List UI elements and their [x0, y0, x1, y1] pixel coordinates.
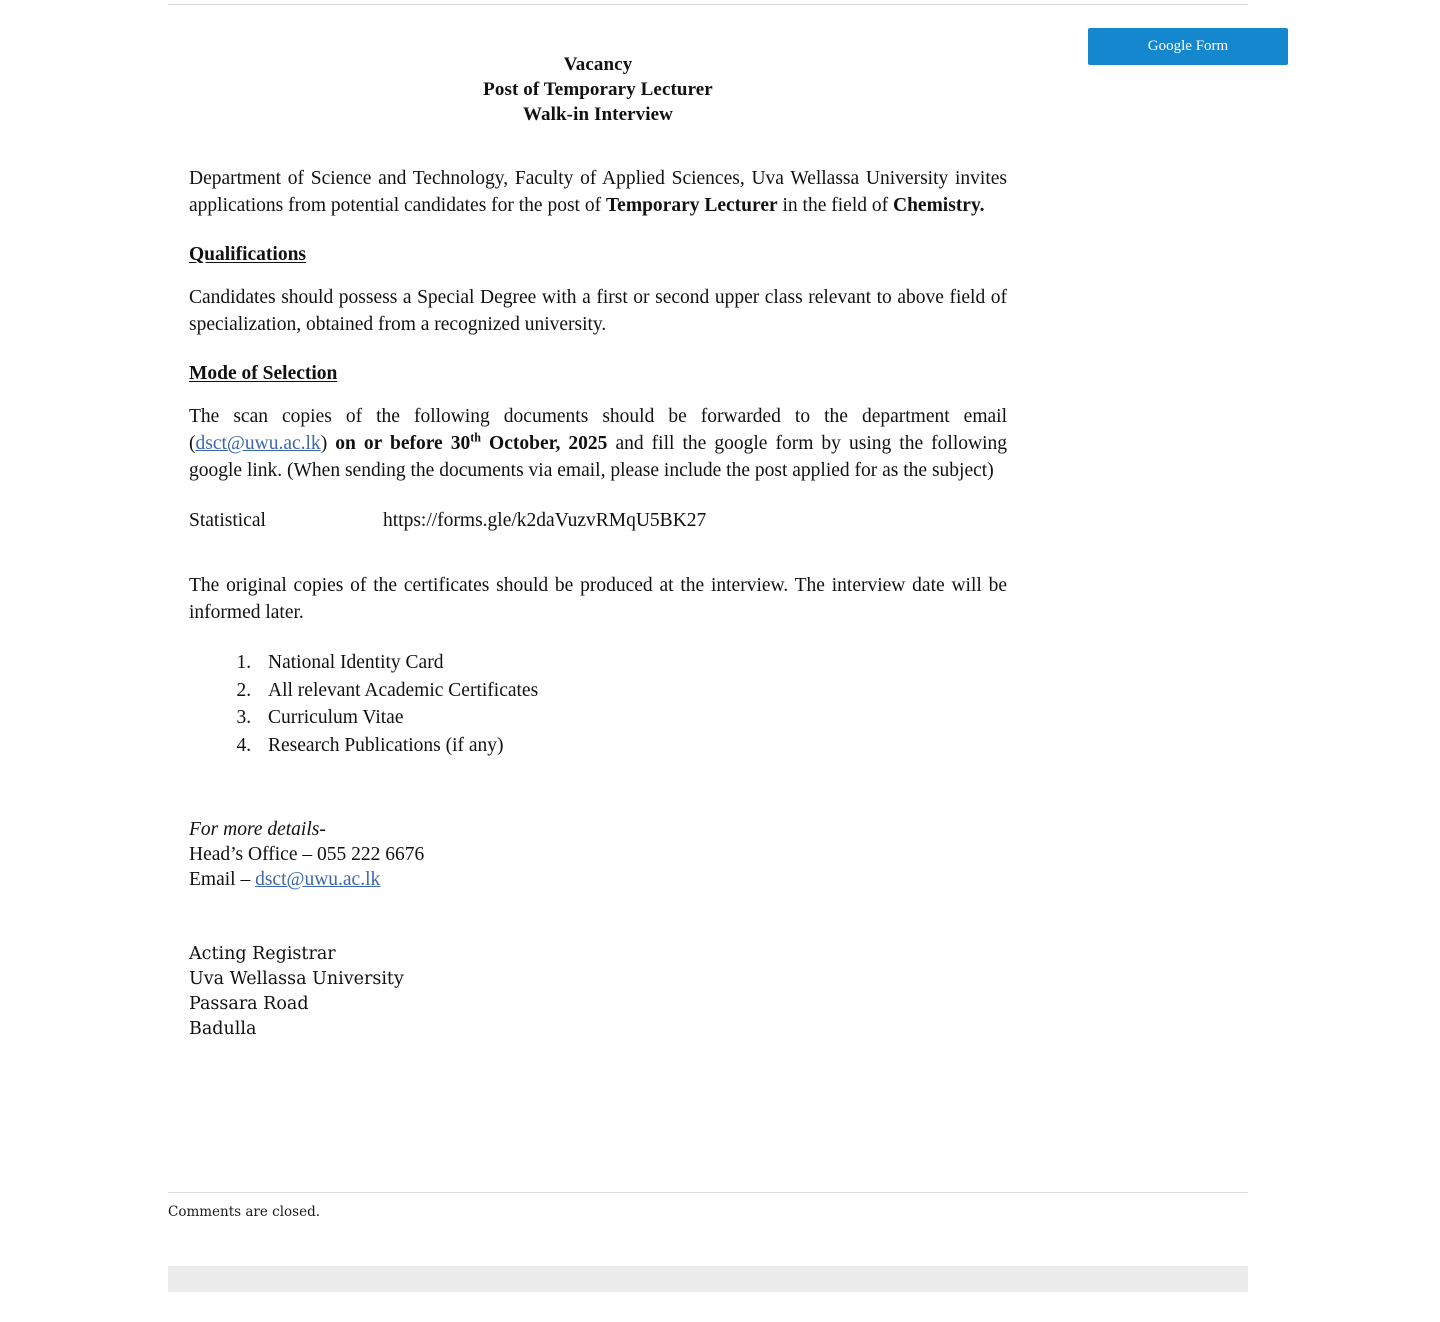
- title-line-3: Walk-in Interview: [522, 104, 673, 125]
- contact-email-line: [189, 867, 1007, 892]
- qualifications-paragraph: Candidates should possess a Special Degree with a first or second upper class relevant to above field of specialization, obtained from a recognized university.: [189, 287, 1007, 335]
- deadline-bold: [335, 430, 608, 454]
- mode-text-1: The scan copies of the following documents should be forwarded to the department email (: [189, 406, 1007, 454]
- spacer: [189, 387, 1007, 403]
- bottom-band: [168, 1266, 1248, 1292]
- ordinal-suffix: th: [470, 430, 481, 445]
- statistical-label: Statistical: [189, 510, 266, 531]
- contact-email-link[interactable]: dsct@uwu.ac.lk: [255, 869, 381, 890]
- spacer: [189, 338, 1007, 361]
- address-line: Uva Wellassa University: [189, 969, 404, 989]
- spacer: [189, 127, 1007, 165]
- signature-address-block: [189, 942, 1007, 1042]
- spacer: [189, 534, 1007, 572]
- spacer: [189, 219, 1007, 242]
- intro-paragraph: [189, 165, 1007, 219]
- contact-block: [189, 817, 1007, 892]
- intro-bold-post: Temporary Lecturer: [605, 195, 778, 216]
- spacer: [189, 759, 1007, 817]
- spacer: [189, 626, 1007, 649]
- spacer: [189, 268, 1007, 284]
- page-title: [189, 52, 1007, 127]
- top-divider: [168, 4, 1248, 5]
- comments-closed-text: Comments are closed.: [168, 1204, 321, 1220]
- address-line: Acting Registrar: [189, 944, 336, 964]
- department-email-link[interactable]: dsct@uwu.ac.lk: [195, 433, 321, 454]
- mode-text-3: and fill the google form by using the following google link. (When sending the documents via email, please include the post applied for as the subject): [189, 433, 1007, 481]
- statistical-row: [189, 507, 1007, 534]
- email-label: Email –: [189, 869, 256, 890]
- deadline-date: October, 2025: [481, 433, 608, 454]
- head-office-phone: Head’s Office – 055 222 6676: [189, 844, 425, 865]
- mode-of-selection-heading: Mode of Selection: [189, 363, 338, 384]
- google-form-url[interactable]: https://forms.gle/k2daVuzvRMqU5BK27: [383, 510, 707, 531]
- list-item: 2. All relevant Academic Certificates: [256, 677, 1007, 705]
- footer-divider: [168, 1192, 1248, 1193]
- required-documents-list: [189, 649, 1007, 759]
- intro-text-2: in the field of: [777, 195, 893, 216]
- original-copies-paragraph: The original copies of the certificates should be produced at the interview. The interview date will be informed later.: [189, 575, 1007, 623]
- list-item: 1. National Identity Card: [256, 649, 1007, 677]
- list-item: 4. Research Publications (if any): [256, 732, 1007, 760]
- intro-bold-field: Chemistry.: [892, 195, 985, 216]
- vacancy-document: [189, 52, 1007, 1042]
- for-more-details-label: For more details-: [189, 819, 326, 840]
- mode-of-selection-paragraph: [189, 403, 1007, 484]
- spacer: [189, 892, 1007, 942]
- qualifications-heading: Qualifications: [189, 244, 307, 265]
- spacer: [189, 484, 1007, 507]
- mode-text-2: ): [320, 433, 336, 454]
- list-item: 3. Curriculum Vitae: [256, 704, 1007, 732]
- address-line: Badulla: [189, 1019, 257, 1039]
- intro-text-1: Department of Science and Technology, Faculty of Applied Sciences, Uva Wellassa University invites applications from potential candidates for the post of: [189, 168, 1007, 216]
- google-form-button[interactable]: Google Form: [1088, 28, 1288, 65]
- title-line-1: Vacancy: [563, 54, 633, 75]
- address-line: Passara Road: [189, 994, 309, 1014]
- deadline-text: on or before 30: [335, 433, 471, 454]
- title-line-2: Post of Temporary Lecturer: [483, 79, 713, 100]
